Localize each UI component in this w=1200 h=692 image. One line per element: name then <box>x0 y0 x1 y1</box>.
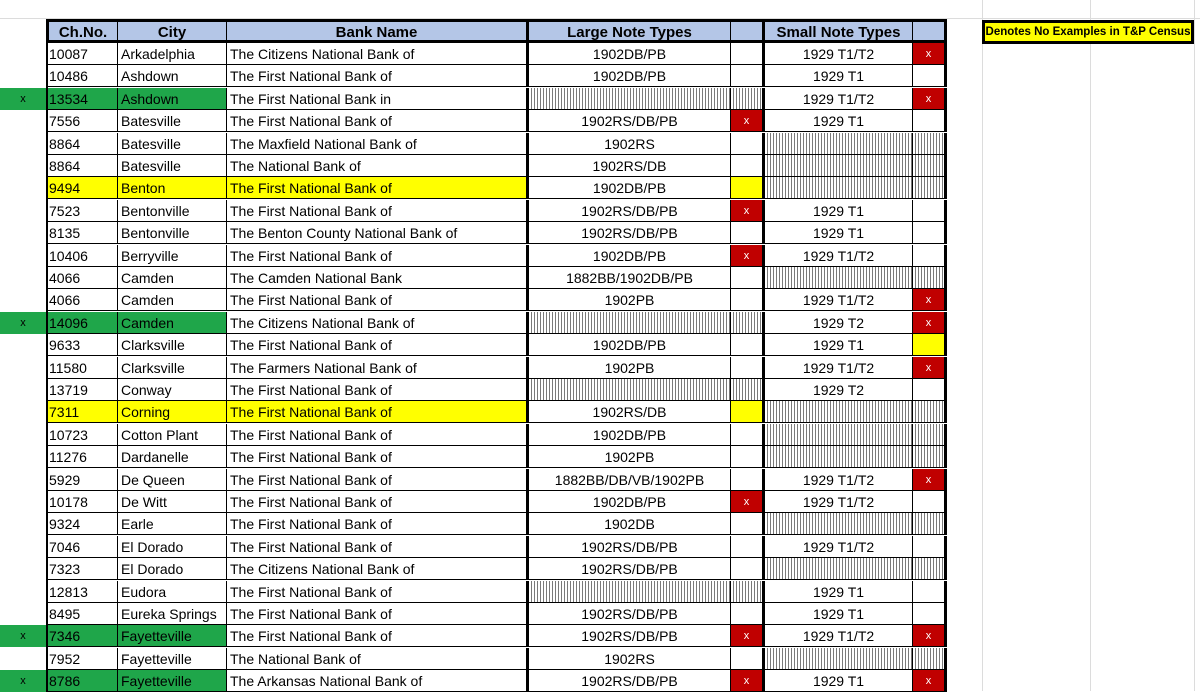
cell-large-note-types[interactable]: 1882BB/DB/VB/1902PB <box>529 469 731 491</box>
cell-large-note-types[interactable]: 1902RS <box>529 133 731 155</box>
table-row <box>0 401 1200 423</box>
cell-large-note-types[interactable]: 1882BB/1902DB/PB <box>529 267 731 289</box>
row-marker[interactable] <box>0 155 46 177</box>
cell-city[interactable]: Batesville <box>118 133 227 155</box>
cell-small-flag[interactable] <box>913 581 947 603</box>
cell-city[interactable]: Batesville <box>118 155 227 177</box>
row-marker[interactable] <box>0 603 46 625</box>
cell-large-flag[interactable] <box>731 446 765 468</box>
cell-large-flag[interactable] <box>731 648 765 670</box>
table-row <box>0 469 1200 491</box>
cell-small-flag[interactable]: x <box>913 670 947 692</box>
cell-small-note-types[interactable]: 1929 T1 <box>765 200 913 222</box>
table-row <box>0 379 1200 401</box>
cell-small-note-types[interactable]: 1929 T1 <box>765 222 913 244</box>
table-row <box>0 43 1200 65</box>
cell-ch-no[interactable]: 12813 <box>46 581 118 603</box>
cell-small-flag[interactable]: x <box>913 289 947 311</box>
cell-bank-name[interactable]: The Arkansas National Bank of <box>227 670 529 692</box>
table-row <box>0 424 1200 446</box>
cell-ch-no[interactable]: 9324 <box>46 513 118 535</box>
cell-small-note-types[interactable] <box>765 446 913 468</box>
cell-bank-name[interactable]: The First National Bank of <box>227 581 529 603</box>
cell-small-note-types[interactable]: 1929 T1/T2 <box>765 289 913 311</box>
cell-bank-name[interactable]: The Camden National Bank <box>227 267 529 289</box>
cell-bank-name[interactable]: The Farmers National Bank of <box>227 357 529 379</box>
cell-ch-no[interactable]: 10178 <box>46 491 118 513</box>
column-header-large-flag[interactable] <box>731 19 765 43</box>
cell-large-note-types[interactable]: 1902RS/DB/PB <box>529 625 731 647</box>
cell-bank-name[interactable]: The First National Bank of <box>227 65 529 87</box>
cell-large-flag[interactable] <box>731 469 765 491</box>
table-row <box>0 581 1200 603</box>
row-marker[interactable] <box>0 289 46 311</box>
cell-large-flag[interactable]: x <box>731 245 765 267</box>
cell-bank-name[interactable]: The Maxfield National Bank of <box>227 133 529 155</box>
cell-large-note-types[interactable]: 1902DB/PB <box>529 65 731 87</box>
cell-small-note-types[interactable]: 1929 T1/T2 <box>765 536 913 558</box>
cell-city[interactable]: Camden <box>118 312 227 334</box>
cell-large-flag[interactable]: x <box>731 625 765 647</box>
cell-ch-no[interactable]: 8495 <box>46 603 118 625</box>
cell-ch-no[interactable]: 7311 <box>46 401 118 423</box>
cell-small-flag[interactable]: x <box>913 312 947 334</box>
cell-city[interactable]: Clarksville <box>118 357 227 379</box>
cell-ch-no[interactable]: 4066 <box>46 267 118 289</box>
cell-small-note-types[interactable] <box>765 177 913 199</box>
cell-large-note-types[interactable]: 1902PB <box>529 357 731 379</box>
cell-large-flag[interactable] <box>731 312 765 334</box>
row-marker[interactable] <box>0 65 46 87</box>
cell-ch-no[interactable]: 9494 <box>46 177 118 199</box>
cell-city[interactable]: Arkadelphia <box>118 43 227 65</box>
column-header-city[interactable]: City <box>118 19 227 43</box>
row-marker[interactable] <box>0 334 46 356</box>
cell-small-flag[interactable] <box>913 110 947 132</box>
cell-large-note-types[interactable] <box>529 379 731 401</box>
cell-large-note-types[interactable]: 1902DB <box>529 513 731 535</box>
cell-small-note-types[interactable]: 1929 T1 <box>765 110 913 132</box>
cell-bank-name[interactable]: The Benton County National Bank of <box>227 222 529 244</box>
cell-small-flag[interactable] <box>913 558 947 580</box>
row-marker[interactable]: x <box>0 312 46 334</box>
cell-ch-no[interactable]: 14096 <box>46 312 118 334</box>
table-row <box>0 289 1200 311</box>
cell-ch-no[interactable]: 10087 <box>46 43 118 65</box>
cell-small-note-types[interactable]: 1929 T1 <box>765 334 913 356</box>
cell-bank-name[interactable]: The First National Bank of <box>227 110 529 132</box>
cell-bank-name[interactable]: The First National Bank of <box>227 245 529 267</box>
cell-small-note-types[interactable] <box>765 133 913 155</box>
table-row <box>0 513 1200 535</box>
cell-large-flag[interactable] <box>731 222 765 244</box>
cell-large-note-types[interactable]: 1902RS/DB/PB <box>529 670 731 692</box>
cell-small-flag[interactable] <box>913 536 947 558</box>
cell-city[interactable]: Ashdown <box>118 65 227 87</box>
cell-small-note-types[interactable] <box>765 401 913 423</box>
cell-large-note-types[interactable]: 1902DB/PB <box>529 424 731 446</box>
column-header-large-note-types[interactable]: Large Note Types <box>529 19 731 43</box>
table-row <box>0 334 1200 356</box>
cell-large-note-types[interactable]: 1902RS/DB <box>529 401 731 423</box>
cell-bank-name[interactable]: The First National Bank of <box>227 536 529 558</box>
cell-ch-no[interactable]: 9633 <box>46 334 118 356</box>
cell-small-flag[interactable] <box>913 401 947 423</box>
cell-city[interactable]: Bentonville <box>118 222 227 244</box>
row-marker[interactable]: x <box>0 88 46 110</box>
cell-small-flag[interactable]: x <box>913 357 947 379</box>
cell-large-flag[interactable] <box>731 401 765 423</box>
cell-city[interactable]: El Dorado <box>118 536 227 558</box>
cell-large-note-types[interactable] <box>529 581 731 603</box>
cell-bank-name[interactable]: The First National Bank of <box>227 446 529 468</box>
cell-city[interactable]: Camden <box>118 267 227 289</box>
cell-large-note-types[interactable]: 1902DB/PB <box>529 334 731 356</box>
table-row <box>0 603 1200 625</box>
cell-small-note-types[interactable]: 1929 T1 <box>765 670 913 692</box>
cell-small-flag[interactable] <box>913 379 947 401</box>
cell-city[interactable]: Benton <box>118 177 227 199</box>
cell-large-flag[interactable] <box>731 558 765 580</box>
cell-small-note-types[interactable] <box>765 424 913 446</box>
row-marker[interactable] <box>0 648 46 670</box>
cell-large-flag[interactable] <box>731 536 765 558</box>
cell-ch-no[interactable]: 7952 <box>46 648 118 670</box>
row-marker[interactable] <box>0 200 46 222</box>
cell-large-flag[interactable]: x <box>731 491 765 513</box>
cell-city[interactable]: Berryville <box>118 245 227 267</box>
cell-ch-no[interactable]: 13534 <box>46 88 118 110</box>
cell-bank-name[interactable]: The Citizens National Bank of <box>227 43 529 65</box>
cell-small-flag[interactable]: x <box>913 625 947 647</box>
cell-ch-no[interactable]: 7346 <box>46 625 118 647</box>
cell-small-flag[interactable] <box>913 155 947 177</box>
row-marker[interactable] <box>0 424 46 446</box>
cell-small-note-types[interactable]: 1929 T1/T2 <box>765 245 913 267</box>
cell-large-note-types[interactable]: 1902DB/PB <box>529 177 731 199</box>
cell-large-flag[interactable] <box>731 65 765 87</box>
cell-city[interactable]: De Witt <box>118 491 227 513</box>
cell-large-note-types[interactable]: 1902RS/DB/PB <box>529 222 731 244</box>
table-row <box>0 200 1200 222</box>
cell-large-flag[interactable] <box>731 155 765 177</box>
cell-bank-name[interactable]: The First National Bank of <box>227 513 529 535</box>
cell-city[interactable]: Eureka Springs <box>118 603 227 625</box>
table-row <box>0 491 1200 513</box>
row-marker[interactable] <box>0 581 46 603</box>
cell-large-note-types[interactable]: 1902RS/DB/PB <box>529 558 731 580</box>
cell-city[interactable]: Ashdown <box>118 88 227 110</box>
cell-city[interactable]: Bentonville <box>118 200 227 222</box>
cell-small-note-types[interactable]: 1929 T1 <box>765 65 913 87</box>
cell-large-flag[interactable] <box>731 424 765 446</box>
cell-city[interactable]: Fayetteville <box>118 625 227 647</box>
row-marker[interactable] <box>0 558 46 580</box>
cell-small-note-types[interactable]: 1929 T2 <box>765 312 913 334</box>
row-marker[interactable] <box>0 110 46 132</box>
cell-large-flag[interactable] <box>731 267 765 289</box>
column-header-small-note-types[interactable]: Small Note Types <box>765 19 913 43</box>
cell-bank-name[interactable]: The First National Bank of <box>227 334 529 356</box>
cell-small-flag[interactable] <box>913 65 947 87</box>
cell-ch-no[interactable]: 8135 <box>46 222 118 244</box>
cell-city[interactable]: Earle <box>118 513 227 535</box>
cell-small-note-types[interactable]: 1929 T1/T2 <box>765 469 913 491</box>
cell-large-flag[interactable] <box>731 177 765 199</box>
row-marker[interactable] <box>0 469 46 491</box>
cell-bank-name[interactable]: The Citizens National Bank of <box>227 312 529 334</box>
cell-ch-no[interactable]: 7556 <box>46 110 118 132</box>
cell-ch-no[interactable]: 7046 <box>46 536 118 558</box>
cell-small-note-types[interactable]: 1929 T1/T2 <box>765 43 913 65</box>
table-row <box>0 88 1200 110</box>
cell-large-note-types[interactable]: 1902RS <box>529 648 731 670</box>
cell-ch-no[interactable]: 8864 <box>46 155 118 177</box>
cell-bank-name[interactable]: The First National Bank of <box>227 603 529 625</box>
cell-small-flag[interactable] <box>913 200 947 222</box>
cell-small-note-types[interactable]: 1929 T1/T2 <box>765 625 913 647</box>
cell-large-flag[interactable] <box>731 43 765 65</box>
cell-large-flag[interactable] <box>731 88 765 110</box>
table-row <box>0 670 1200 692</box>
row-marker[interactable] <box>0 222 46 244</box>
cell-small-flag[interactable] <box>913 603 947 625</box>
cell-ch-no[interactable]: 8864 <box>46 133 118 155</box>
table-row <box>0 222 1200 244</box>
cell-large-flag[interactable]: x <box>731 670 765 692</box>
cell-large-flag[interactable] <box>731 357 765 379</box>
cell-large-note-types[interactable]: 1902RS/DB <box>529 155 731 177</box>
cell-city[interactable]: Clarksville <box>118 334 227 356</box>
table-row <box>0 625 1200 647</box>
cell-ch-no[interactable]: 11580 <box>46 357 118 379</box>
cell-bank-name[interactable]: The First National Bank of <box>227 200 529 222</box>
table-row <box>0 245 1200 267</box>
cell-small-flag[interactable]: x <box>913 43 947 65</box>
table-row <box>0 65 1200 87</box>
cell-large-flag[interactable] <box>731 334 765 356</box>
cell-large-note-types[interactable]: 1902RS/DB/PB <box>529 603 731 625</box>
cell-city[interactable]: Fayetteville <box>118 670 227 692</box>
cell-ch-no[interactable]: 10486 <box>46 65 118 87</box>
cell-ch-no[interactable]: 7323 <box>46 558 118 580</box>
cell-small-note-types[interactable]: 1929 T1 <box>765 603 913 625</box>
cell-small-flag[interactable] <box>913 245 947 267</box>
cell-bank-name[interactable]: The Citizens National Bank of <box>227 558 529 580</box>
row-marker[interactable] <box>0 491 46 513</box>
cell-ch-no[interactable]: 8786 <box>46 670 118 692</box>
cell-small-flag[interactable] <box>913 222 947 244</box>
table-row <box>0 558 1200 580</box>
table-row <box>0 357 1200 379</box>
cell-ch-no[interactable]: 4066 <box>46 289 118 311</box>
cell-large-note-types[interactable]: 1902RS/DB/PB <box>529 536 731 558</box>
cell-city[interactable]: Corning <box>118 401 227 423</box>
row-marker[interactable] <box>0 43 46 65</box>
cell-bank-name[interactable]: The First National Bank in <box>227 88 529 110</box>
row-marker[interactable] <box>0 401 46 423</box>
cell-ch-no[interactable]: 10406 <box>46 245 118 267</box>
cell-ch-no[interactable]: 5929 <box>46 469 118 491</box>
table-row <box>0 446 1200 468</box>
cell-city[interactable]: El Dorado <box>118 558 227 580</box>
cell-small-note-types[interactable] <box>765 267 913 289</box>
cell-bank-name[interactable]: The First National Bank of <box>227 379 529 401</box>
cell-small-flag[interactable] <box>913 446 947 468</box>
cell-large-note-types[interactable] <box>529 88 731 110</box>
cell-large-note-types[interactable] <box>529 312 731 334</box>
cell-bank-name[interactable]: The First National Bank of <box>227 289 529 311</box>
cell-small-flag[interactable] <box>913 513 947 535</box>
cell-large-note-types[interactable]: 1902RS/DB/PB <box>529 110 731 132</box>
cell-bank-name[interactable]: The First National Bank of <box>227 401 529 423</box>
table-row <box>0 155 1200 177</box>
table-row <box>0 267 1200 289</box>
cell-city[interactable]: Cotton Plant <box>118 424 227 446</box>
cell-large-flag[interactable]: x <box>731 110 765 132</box>
row-marker[interactable] <box>0 357 46 379</box>
cell-small-note-types[interactable]: 1929 T1/T2 <box>765 357 913 379</box>
cell-bank-name[interactable]: The National Bank of <box>227 648 529 670</box>
row-marker[interactable] <box>0 267 46 289</box>
cell-city[interactable]: De Queen <box>118 469 227 491</box>
cell-small-flag[interactable] <box>913 133 947 155</box>
cell-bank-name[interactable]: The First National Bank of <box>227 424 529 446</box>
cell-large-flag[interactable]: x <box>731 200 765 222</box>
cell-city[interactable]: Conway <box>118 379 227 401</box>
row-marker[interactable]: x <box>0 670 46 692</box>
column-header-bank-name[interactable]: Bank Name <box>227 19 529 43</box>
cell-large-flag[interactable] <box>731 289 765 311</box>
cell-small-note-types[interactable] <box>765 558 913 580</box>
cell-ch-no[interactable]: 11276 <box>46 446 118 468</box>
cell-small-note-types[interactable] <box>765 513 913 535</box>
cell-small-flag[interactable]: x <box>913 469 947 491</box>
cell-small-note-types[interactable]: 1929 T1/T2 <box>765 491 913 513</box>
cell-bank-name[interactable]: The First National Bank of <box>227 625 529 647</box>
cell-small-flag[interactable]: x <box>913 88 947 110</box>
cell-large-flag[interactable] <box>731 513 765 535</box>
cell-large-flag[interactable] <box>731 581 765 603</box>
cell-small-flag[interactable] <box>913 334 947 356</box>
cell-large-note-types[interactable]: 1902RS/DB/PB <box>529 200 731 222</box>
table-row <box>0 177 1200 199</box>
cell-city[interactable]: Dardanelle <box>118 446 227 468</box>
cell-ch-no[interactable]: 13719 <box>46 379 118 401</box>
cell-large-note-types[interactable]: 1902PB <box>529 289 731 311</box>
cell-small-flag[interactable] <box>913 177 947 199</box>
column-header-ch-no[interactable]: Ch.No. <box>46 19 118 43</box>
cell-large-note-types[interactable]: 1902DB/PB <box>529 43 731 65</box>
column-header-small-flag[interactable] <box>913 19 947 43</box>
table-row <box>0 110 1200 132</box>
cell-large-note-types[interactable]: 1902PB <box>529 446 731 468</box>
cell-large-note-types[interactable]: 1902DB/PB <box>529 245 731 267</box>
cell-small-flag[interactable] <box>913 491 947 513</box>
row-marker[interactable] <box>0 446 46 468</box>
cell-small-note-types[interactable] <box>765 155 913 177</box>
row-marker[interactable] <box>0 177 46 199</box>
cell-large-flag[interactable] <box>731 133 765 155</box>
row-marker[interactable] <box>0 133 46 155</box>
cell-bank-name[interactable]: The First National Bank of <box>227 491 529 513</box>
cell-city[interactable]: Batesville <box>118 110 227 132</box>
cell-large-note-types[interactable]: 1902DB/PB <box>529 491 731 513</box>
cell-small-flag[interactable] <box>913 267 947 289</box>
row-marker[interactable] <box>0 379 46 401</box>
cell-city[interactable]: Camden <box>118 289 227 311</box>
table-row <box>0 648 1200 670</box>
cell-ch-no[interactable]: 10723 <box>46 424 118 446</box>
table-row <box>0 536 1200 558</box>
row-marker[interactable] <box>0 245 46 267</box>
cell-bank-name[interactable]: The First National Bank of <box>227 177 529 199</box>
table-row <box>0 133 1200 155</box>
cell-small-note-types[interactable]: 1929 T1 <box>765 581 913 603</box>
cell-city[interactable]: Fayetteville <box>118 648 227 670</box>
cell-small-note-types[interactable]: 1929 T2 <box>765 379 913 401</box>
row-marker[interactable]: x <box>0 625 46 647</box>
cell-ch-no[interactable]: 7523 <box>46 200 118 222</box>
table-left-border <box>46 19 48 691</box>
table-row <box>0 312 1200 334</box>
cell-bank-name[interactable]: The National Bank of <box>227 155 529 177</box>
cell-large-flag[interactable] <box>731 379 765 401</box>
cell-small-note-types[interactable] <box>765 648 913 670</box>
row-marker[interactable] <box>0 536 46 558</box>
cell-bank-name[interactable]: The First National Bank of <box>227 469 529 491</box>
cell-city[interactable]: Eudora <box>118 581 227 603</box>
legend-box: Denotes No Examples in T&P Census <box>982 20 1194 44</box>
cell-small-note-types[interactable]: 1929 T1/T2 <box>765 88 913 110</box>
cell-small-flag[interactable] <box>913 424 947 446</box>
row-marker[interactable] <box>0 513 46 535</box>
cell-small-flag[interactable] <box>913 648 947 670</box>
cell-large-flag[interactable] <box>731 603 765 625</box>
